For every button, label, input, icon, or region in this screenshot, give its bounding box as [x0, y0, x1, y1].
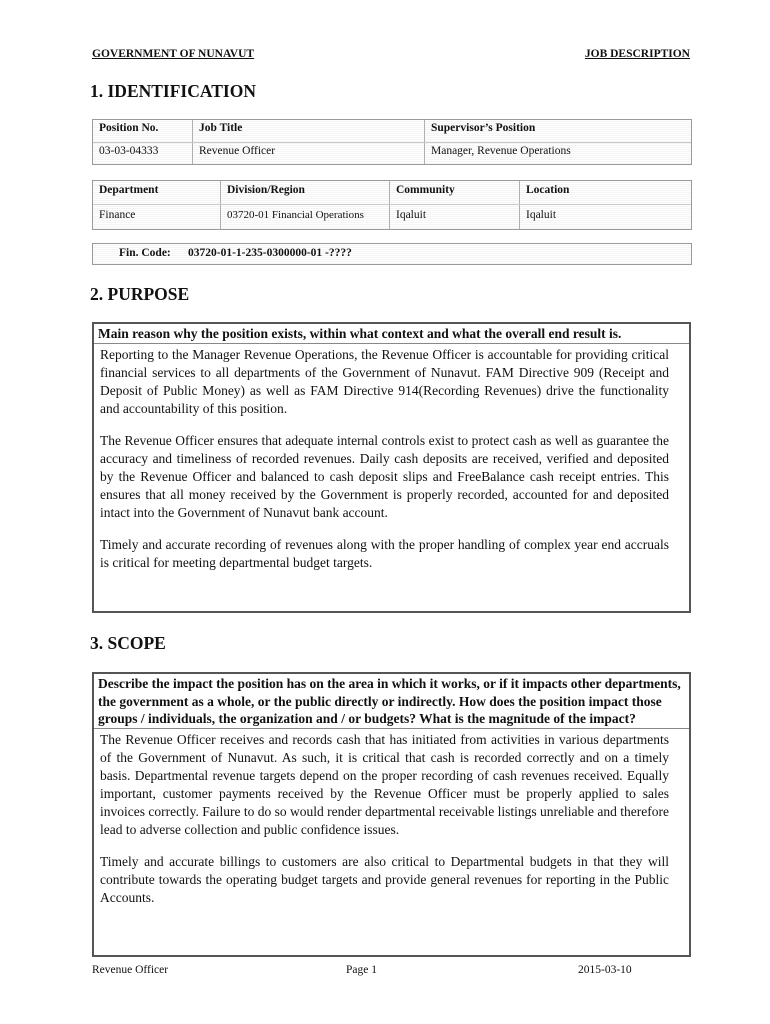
table-header-row — [93, 181, 691, 204]
table-header-row — [93, 120, 691, 142]
header-document-type: JOB DESCRIPTION — [584, 48, 690, 60]
section-identification-title: 1. IDENTIFICATION — [90, 81, 256, 101]
scope-answer — [94, 729, 689, 907]
position-no-header: Position No. — [93, 120, 193, 142]
scope-paragraph: The Revenue Officer receives and records cash that has initiated from activities in various departments of the Government of Nunavut. As such, it is critical that cash is recorded correctly and on a timely basis. Departmental revenue targets depend on the proper recording of cash revenues received. Equally important, customer payments received by the Revenue Officer must be properly applied to sales invoices correctly. Failure to do so would render departmental receivable listings unreliable and therefore lead to adverse collection and public confidence issues. — [100, 731, 669, 837]
footer-page-number: Page 1 — [346, 964, 377, 976]
footer-job-title: Revenue Officer — [92, 964, 169, 976]
section-scope-title: 3. SCOPE — [90, 633, 166, 653]
fin-code-value: 03720-01-1-235-0300000-01 -???? — [188, 247, 352, 259]
department-header: Department — [93, 181, 221, 204]
purpose-paragraph: The Revenue Officer ensures that adequate internal controls exist to protect cash as well as guarantee the accuracy and timeliness of recorded revenues. Daily cash deposits are received, verified and deposited by the Revenue Officer and balanced to cash deposit slips and FreeBalance cash receipt entries. This ensures that all money received by the Government is properly recorded, accounted for and deposited intact into the Government of Nunavut bank account. — [100, 432, 669, 520]
scope-paragraph: Timely and accurate billings to customers are also critical to Departmental budgets in that they will contribute towards the operating budget targets and provide general revenues for reporting in the Public Accounts. — [100, 853, 669, 905]
fin-code-label: Fin. Code: — [119, 247, 171, 259]
identification-table-1 — [92, 119, 692, 165]
section-purpose-title: 2. PURPOSE — [90, 284, 190, 304]
department-value: Finance — [93, 205, 221, 229]
scope-box — [92, 672, 691, 957]
purpose-paragraph: Reporting to the Manager Revenue Operations, the Revenue Officer is accountable for providing critical financial services to all departments of the Government of Nunavut. FAM Directive 909 (Receipt and Deposit of Public Money) as well as FAM Directive 914(Recording Revenues) drive the functionality and accountability of this position. — [100, 346, 669, 416]
table-row — [93, 204, 691, 229]
fin-code-row — [92, 243, 692, 265]
scope-question: Describe the impact the position has on the area in which it works, or if it impacts other departments, the government as a whole, or the public directly or indirectly. How does the position impact those groups / individuals, the organization and / or budgets? What is the magnitude of the impact? — [94, 674, 689, 729]
supervisor-position-value: Manager, Revenue Operations — [431, 145, 571, 157]
purpose-box — [92, 322, 691, 613]
header-organization: GOVERNMENT OF NUNAVUT — [92, 48, 255, 60]
location-value: Iqaluit — [526, 209, 557, 221]
position-no-value: 03-03-04333 — [93, 143, 193, 164]
purpose-paragraph: Timely and accurate recording of revenues along with the proper handling of complex year end accruals is critical for meeting departmental budget targets. — [100, 536, 669, 570]
division-region-value: 03720-01 Financial Operations — [221, 205, 390, 229]
job-title-value: Revenue Officer — [193, 143, 425, 164]
community-header: Community — [390, 181, 520, 204]
footer-date: 2015-03-10 — [578, 964, 632, 976]
table-row — [93, 142, 691, 164]
division-region-header: Division/Region — [221, 181, 390, 204]
identification-table-2 — [92, 180, 692, 230]
purpose-answer — [94, 344, 689, 572]
supervisor-position-header: Supervisor’s Position — [431, 122, 536, 134]
purpose-question: Main reason why the position exists, within what context and what the overall end result is. — [94, 324, 689, 344]
community-value: Iqaluit — [390, 205, 520, 229]
location-header: Location — [526, 184, 570, 196]
job-title-header: Job Title — [193, 120, 425, 142]
